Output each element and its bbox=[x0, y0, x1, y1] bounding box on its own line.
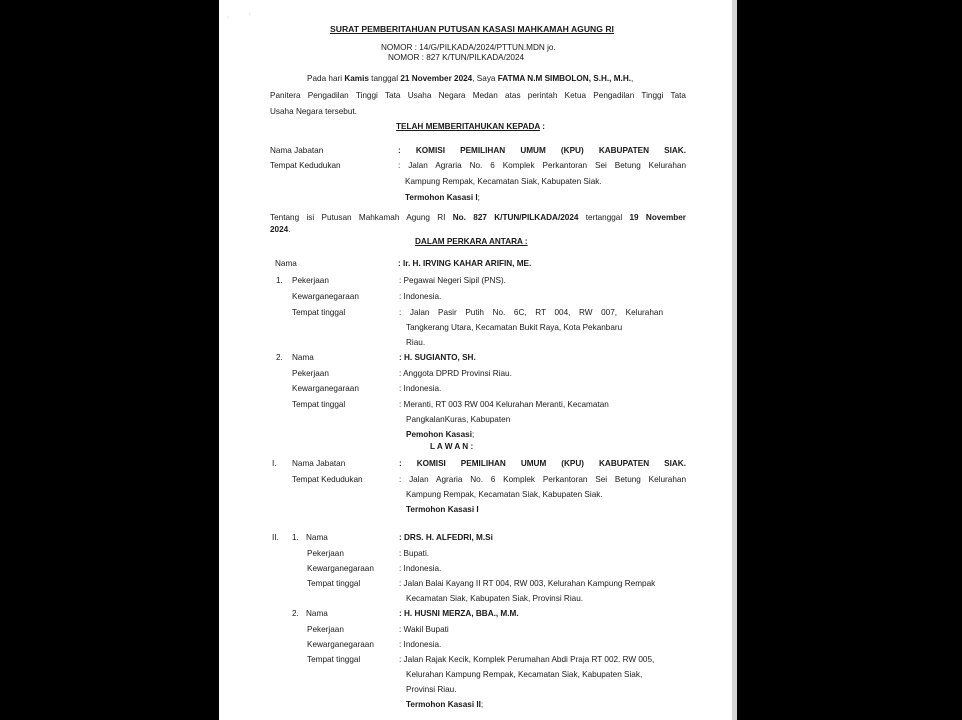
lawan-ii-1-pekerjaan-value: : Bupati. bbox=[399, 549, 430, 558]
intro-text: , bbox=[631, 74, 634, 83]
intro-line-1 bbox=[307, 74, 633, 84]
clerk-name: FATMA N.M SIMBOLON, S.H., M.H. bbox=[497, 74, 632, 83]
pemohon-1-warga-label: Kewarganegaraan bbox=[292, 292, 359, 301]
pemohon-1-tinggal-value-3: Riau. bbox=[406, 338, 426, 347]
lawan-i-jabatan-label: Nama Jabatan bbox=[292, 459, 346, 468]
recipient-role-text: Termohon Kasasi I bbox=[405, 193, 478, 202]
lawan-ii-1-number: 1. bbox=[292, 533, 299, 542]
lawan-ii-1-warga-value: : Indonesia. bbox=[399, 564, 442, 573]
recipient-heading-text: TELAH MEMBERITAHUKAN KEPADA bbox=[396, 122, 541, 131]
decision-date: 19 November bbox=[629, 213, 686, 222]
nomor-line-2: NOMOR : 827 K/TUN/PILKADA/2024 bbox=[388, 53, 525, 62]
recipient-kedudukan-label: Tempat Kedudukan bbox=[270, 161, 341, 170]
lawan-i-kedudukan-label: Tempat Kedudukan bbox=[292, 475, 363, 484]
nomor-line-1: NOMOR : 14/G/PILKADA/2024/PTTUN.MDN jo. bbox=[381, 43, 556, 52]
pemohon-1-number: 1. bbox=[276, 276, 283, 285]
lawan-ii-2-tinggal-label: Tempat tinggal bbox=[307, 655, 361, 664]
lawan-i-kedudukan-value-2: Kampung Rempak, Kecamatan Siak, Kabupaten Siak. bbox=[406, 490, 603, 499]
decision-year: 2024 bbox=[270, 225, 289, 234]
lawan-ii-1-warga-label: Kewarganegaraan bbox=[307, 564, 374, 573]
recipient-jabatan-value: : KOMISI PEMILIHAN UMUM (KPU) KABUPATEN SIAK. bbox=[398, 146, 686, 155]
scan-specks: · ´ bbox=[227, 14, 252, 21]
lawan-ii-1-tinggal-label: Tempat tinggal bbox=[307, 579, 361, 588]
pemohon-1-tinggal-value-1: : Jalan Pasir Putih No. 6C, RT 004, RW 007, Kelurahan bbox=[399, 308, 663, 317]
lawan-heading-colon: : bbox=[468, 442, 474, 451]
pemohon-2-pekerjaan-label: Pekerjaan bbox=[292, 369, 329, 378]
lawan-ii-number: II. bbox=[272, 533, 279, 542]
recipient-role-suffix: ; bbox=[477, 193, 480, 202]
lawan-ii-2-warga-label: Kewarganegaraan bbox=[307, 640, 374, 649]
tentang-line-2 bbox=[270, 225, 291, 235]
decision-number: No. 827 K/TUN/PILKADA/2024 bbox=[452, 213, 579, 222]
pemohon-nama-label: Nama bbox=[275, 259, 297, 268]
lawan-ii-2-nama-label: Nama bbox=[306, 609, 328, 618]
pemohon-1-tinggal-label: Tempat tinggal bbox=[292, 308, 346, 317]
pemohon-2-nama-value: : H. SUGIANTO, SH. bbox=[399, 353, 476, 362]
intro-text: tanggal bbox=[368, 74, 401, 83]
lawan-ii-role-text: Termohon Kasasi II bbox=[406, 700, 481, 709]
pemohon-role-suffix: ; bbox=[471, 430, 475, 439]
pemohon-role bbox=[406, 430, 474, 440]
pemohon-2-pekerjaan-value: : Anggota DPRD Provinsi Riau. bbox=[399, 369, 512, 378]
lawan-ii-2-pekerjaan-value: : Wakil Bupati bbox=[399, 625, 449, 634]
lawan-i-jabatan-value: : KOMISI PEMILIHAN UMUM (KPU) KABUPATEN SIAK. bbox=[399, 459, 686, 468]
recipient-kedudukan-value-2: Kampung Rempak, Kecamatan Siak, Kabupaten Siak. bbox=[405, 177, 602, 186]
pemohon-2-tinggal-value-2: PangkalanKuras, Kabupaten bbox=[406, 415, 511, 424]
lawan-ii-1-pekerjaan-label: Pekerjaan bbox=[307, 549, 344, 558]
lawan-ii-1-tinggal-value-1: : Jalan Balai Kayang II RT 004, RW 003, Kelurahan Kampung Rempak bbox=[399, 579, 656, 588]
lawan-ii-2-tinggal-value-2: Kelurahan Kampung Rempak, Kecamatan Siak, Kabupaten Siak, bbox=[406, 670, 643, 679]
pemohon-2-tinggal-value-1: : Meranti, RT 003 RW 004 Kelurahan Meranti, Kecamatan bbox=[399, 400, 609, 409]
lawan-i-role: Termohon Kasasi I bbox=[406, 505, 479, 514]
pemohon-2-number: 2. bbox=[276, 353, 283, 362]
recipient-heading-colon: : bbox=[540, 122, 546, 131]
pemohon-2-tinggal-label: Tempat tinggal bbox=[292, 400, 346, 409]
lawan-ii-role bbox=[406, 700, 483, 710]
case-heading: DALAM PERKARA ANTARA : bbox=[415, 237, 528, 246]
pemohon-2-nama-label: Nama bbox=[292, 353, 314, 362]
intro-text: , Saya bbox=[472, 74, 498, 83]
pemohon-1-pekerjaan-value: : Pegawai Negeri Sipil (PNS). bbox=[399, 276, 506, 285]
lawan-ii-2-nama-value: : H. HUSNI MERZA, BBA., M.M. bbox=[399, 609, 519, 618]
tentang-line-1 bbox=[270, 213, 686, 223]
intro-line-3: Usaha Negara tersebut. bbox=[270, 107, 357, 116]
document-page bbox=[219, 0, 737, 720]
pemohon-role-text: Pemohon Kasasi bbox=[406, 430, 472, 439]
recipient-role bbox=[405, 193, 480, 203]
lawan-ii-2-tinggal-value-3: Provinsi Riau. bbox=[406, 685, 457, 694]
recipient-heading bbox=[396, 122, 545, 132]
pemohon-2-warga-label: Kewarganegaraan bbox=[292, 384, 359, 393]
pemohon-nama-value: : Ir. H. IRVING KAHAR ARIFIN, ME. bbox=[398, 259, 532, 268]
recipient-jabatan-label: Nama Jabatan bbox=[270, 146, 324, 155]
lawan-ii-2-number: 2. bbox=[292, 609, 299, 618]
tentang-suffix: . bbox=[288, 225, 291, 234]
pemohon-1-warga-value: : Indonesia. bbox=[399, 292, 442, 301]
lawan-ii-2-pekerjaan-label: Pekerjaan bbox=[307, 625, 344, 634]
lawan-ii-1-nama-value: : DRS. H. ALFEDRI, M.Si bbox=[399, 533, 493, 542]
lawan-heading-text: L A W A N bbox=[430, 442, 469, 451]
lawan-i-kedudukan-value-1: : Jalan Agraria No. 6 Komplek Perkantoran Sei Betung Kelurahan bbox=[399, 475, 686, 484]
tentang-text: Tentang isi Putusan Mahkamah Agung RI bbox=[270, 213, 453, 222]
lawan-ii-2-warga-value: : Indonesia. bbox=[399, 640, 442, 649]
tentang-text: tertanggal bbox=[578, 213, 630, 222]
document-title: SURAT PEMBERITAHUAN PUTUSAN KASASI MAHKAMAH AGUNG RI bbox=[330, 24, 614, 34]
lawan-ii-1-tinggal-value-2: Kecamatan Siak, Kabupaten Siak, Provinsi Riau. bbox=[406, 594, 584, 603]
lawan-heading bbox=[430, 442, 473, 452]
lawan-ii-role-suffix: ; bbox=[480, 700, 484, 709]
lawan-ii-1-nama-label: Nama bbox=[306, 533, 328, 542]
intro-text: Pada hari bbox=[307, 74, 345, 83]
pemohon-1-tinggal-value-2: Tangkerang Utara, Kecamatan Bukit Raya, Kota Pekanbaru bbox=[406, 323, 623, 332]
pemohon-1-pekerjaan-label: Pekerjaan bbox=[292, 276, 329, 285]
page-edge-shadow bbox=[732, 0, 737, 720]
intro-day: Kamis bbox=[344, 74, 369, 83]
lawan-ii-2-tinggal-value-1: : Jalan Rajak Kecik, Komplek Perumahan Abdi Praja RT 002. RW 005, bbox=[399, 655, 655, 664]
intro-line-2: Panitera Pengadilan Tinggi Tata Usaha Negara Medan atas perintah Ketua Pengadilan Tinggi Tata bbox=[270, 91, 686, 100]
pemohon-2-warga-value: : Indonesia. bbox=[399, 384, 442, 393]
recipient-kedudukan-value-1: : Jalan Agraria No. 6 Komplek Perkantoran Sei Betung Kelurahan bbox=[398, 161, 686, 170]
intro-date: 21 November 2024 bbox=[400, 74, 473, 83]
lawan-i-number: I. bbox=[272, 459, 277, 468]
